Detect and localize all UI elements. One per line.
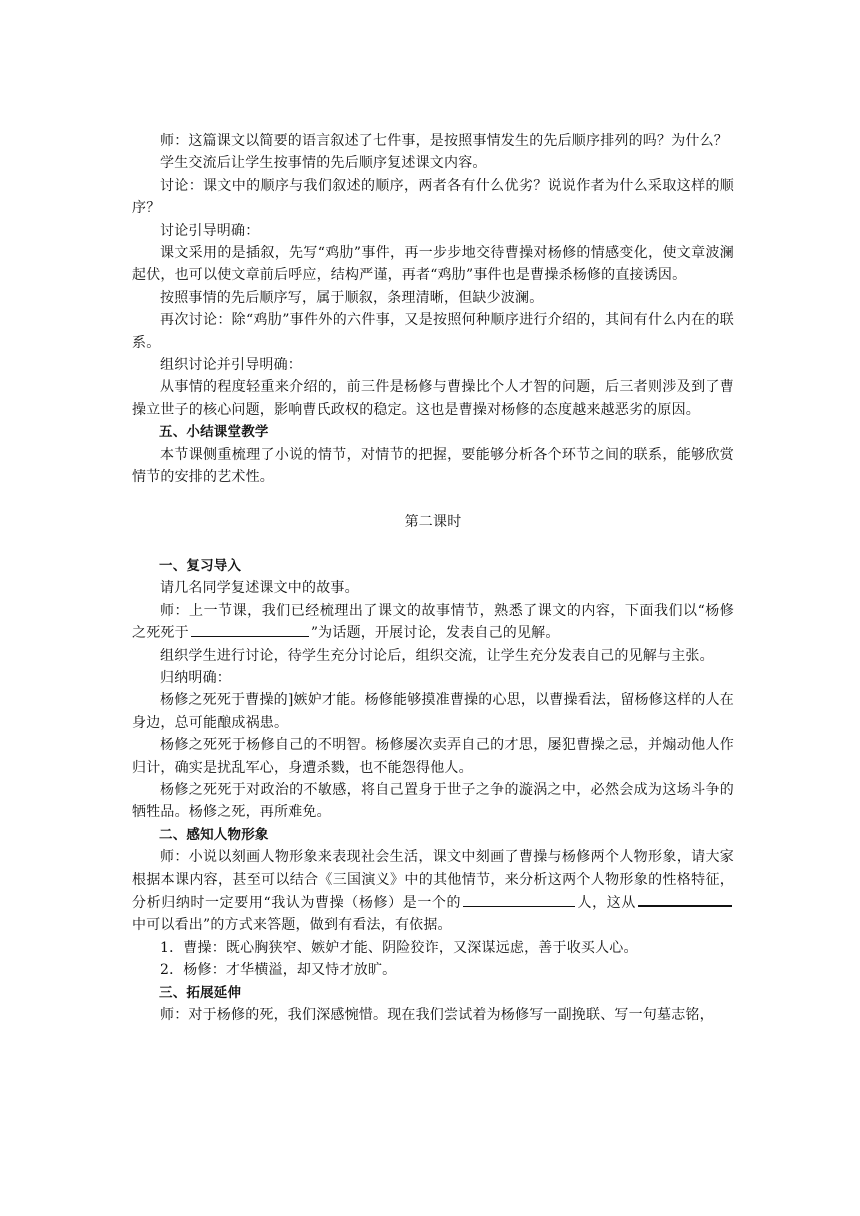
- paragraph-flashback-explanation: 课文采用的是插叙，先写“鸡肋”事件，再一步步地交待曹操对杨修的情感变化，使文章波澜起伏，也可以使文章前后呼应，结构严谨，再者“鸡肋”事件也是曹操杀杨修的直接诱因。: [132, 245, 734, 284]
- heading-extension: 三、拓展延伸: [159, 984, 242, 1001]
- paragraph-summary: 本节课侧重梳理了小说的情节，对情节的把握，要能够分析各个环节之间的联系，能够欣赏情节的安排的艺术性。: [132, 446, 734, 486]
- paragraph-death-unwise: 杨修之死死于杨修自己的不明智。杨修屡次卖弄自己的才思，屡犯曹操之忌，并煽动他人作归计，确实是扰乱军心，身遭杀戮，也不能怨得他人。: [132, 737, 734, 776]
- paragraph-second-discussion: 再次讨论：除“鸡肋”事件外的六件事，又是按照何种顺序进行介绍的，其间有什么内在的联系。: [132, 312, 734, 351]
- heading-review: 一、复习导入: [159, 557, 242, 574]
- fill-blank-topic: [191, 622, 309, 637]
- paragraph-teacher-question-order: 师：这篇课文以简要的语言叙述了七件事，是按照事情发生的先后顺序排列的吗？为什么？: [160, 133, 728, 149]
- paragraph-death-jealousy: 杨修之死死于曹操的]嫉妒才能。杨修能够摸准曹操的心思，以曹操看法，留杨修这样的人在身边，总可能酿成祸患。: [132, 692, 734, 731]
- paragraph-severity-order: 从事情的程度轻重来介绍的，前三件是杨修与曹操比个人才智的问题，后三者则涉及到了曹操立世子的核心问题，影响曹氏政权的稳定。这也是曹操对杨修的态度越来越恶劣的原因。: [132, 379, 734, 418]
- paragraph-discussion-order: 讨论：课文中的顺序与我们叙述的顺序，两者各有什么优劣？说说作者为什么采取这样的顺序？: [132, 177, 734, 217]
- paragraph-discussion-guide: 讨论引导明确：: [160, 222, 260, 239]
- paragraph-elegy-prompt: 师：对于杨修的死，我们深感惋惜。现在我们尝试着为杨修写一副挽联、写一句墓志铭，: [160, 1007, 714, 1024]
- paragraph-cao-cao: 1．曹操：既心胸狭窄、嫉妒才能、阴险狡诈，又深谋远虑，善于收买人心。: [160, 939, 638, 956]
- paragraph-organize-discussion: 组织讨论并引导明确：: [160, 357, 302, 374]
- lesson-two-title: 第二课时: [404, 513, 462, 530]
- heading-character-image: 二、感知人物形象: [159, 826, 269, 843]
- paragraph-retell-story: 请几名同学复述课文中的故事。: [160, 580, 359, 597]
- paragraph-conclusion-label: 归纳明确：: [160, 669, 231, 686]
- paragraph-character-analysis: 师：小说以刻画人物形象来表现社会生活，课文中刻画了曹操与杨修两个人物形象，请大家根据本课内容，甚至可以结合《三国演义》中的其他情节，来分析这两个人物形象的性格特征，分析归纳时一定要用“我认为曹操（杨修）是一个的 人，这从中可以看出”的方式来答题，做到有看法，有依据。: [132, 849, 734, 934]
- document-body: [132, 130, 734, 1026]
- paragraph-organize-students: 组织学生进行讨论，待学生充分讨论后，组织交流，让学生充分发表自己的见解与主张。: [160, 647, 714, 664]
- paragraph-student-retell: 学生交流后让学生按事情的先后顺序复述课文内容。: [160, 155, 487, 172]
- paragraph-yang-xiu: 2．杨修：才华横溢，却又恃才放旷。: [160, 962, 397, 979]
- paragraph-chronological: 按照事情的先后顺序写，属于顺叙，条理清晰，但缺少波澜。: [160, 289, 544, 306]
- fill-blank-trait: [463, 892, 575, 907]
- fill-blank-evidence: [638, 891, 732, 907]
- heading-summary: 五、小结课堂教学: [159, 424, 269, 441]
- paragraph-topic-prompt: 师：上一节课，我们已经梳理出了课文的故事情节，熟悉了课文的内容，下面我们以“杨修之死死于 ”为话题，开展讨论，发表自己的见解。: [132, 602, 734, 642]
- paragraph-death-politics: 杨修之死死于对政治的不敏感，将自己置身于世子之争的漩涡之中，必然会成为这场斗争的牺牲品。杨修之死，再所难免。: [132, 781, 734, 821]
